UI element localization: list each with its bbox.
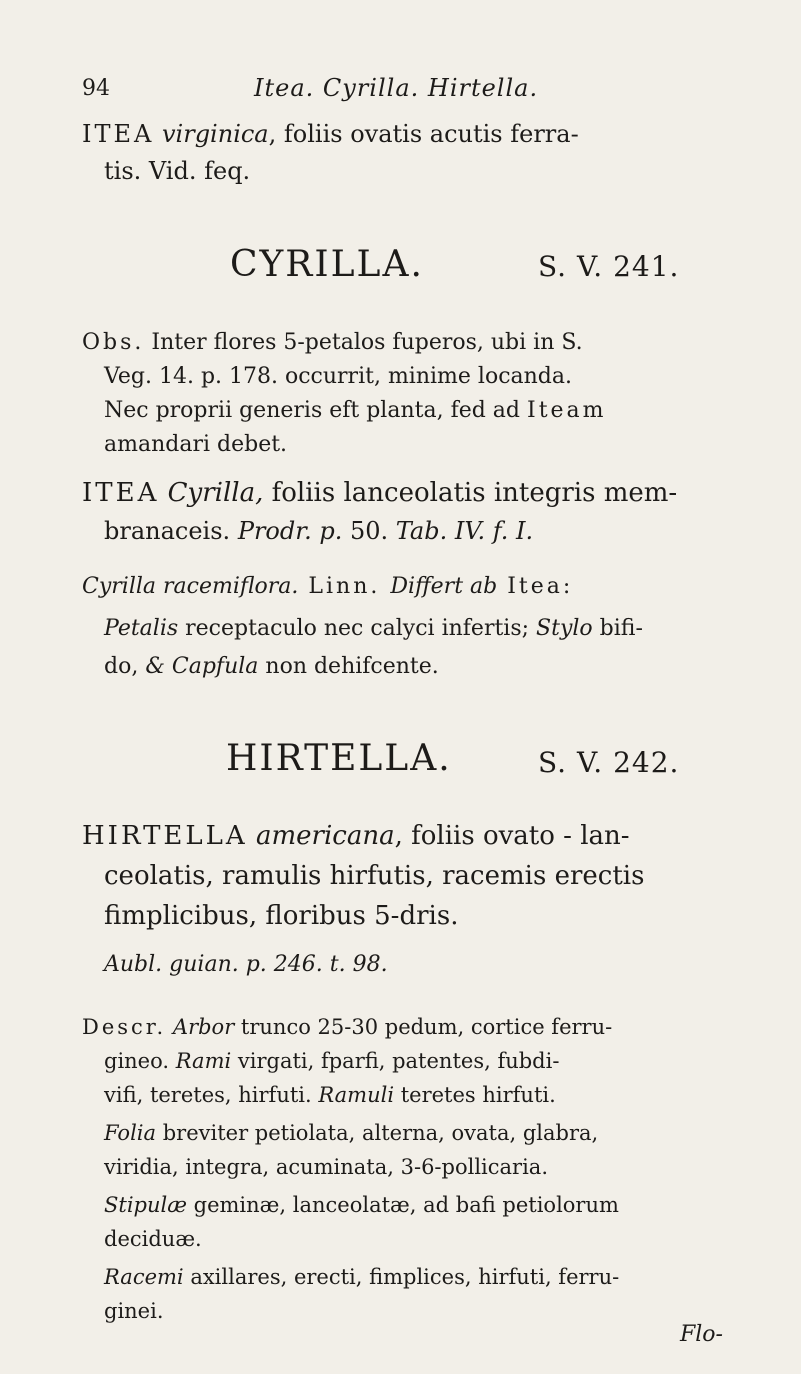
obs-text: amandari debet. (104, 432, 288, 457)
reference-aublet (82, 946, 742, 983)
entry-itea-cyrilla (82, 474, 742, 550)
entry-line (82, 116, 742, 153)
obs-text: Nec proprii generis eft planta, fed ad (104, 398, 527, 423)
author-linn: Linn. (298, 574, 391, 599)
obs-text: Inter flores 5-petalos fuperos, ubi in S. (144, 330, 583, 355)
catchword: Flo- (680, 1322, 723, 1347)
obs-label: Obs. (82, 330, 145, 355)
observation-paragraph (82, 326, 742, 462)
reference-text: Aubl. guian. p. 246. t. 98. (104, 952, 388, 977)
descr-label: Descr. (82, 1015, 167, 1039)
synonym-text: bifi- (592, 616, 643, 641)
genus-heading-cyrilla: CYRILLA. (230, 244, 424, 285)
descr-text: vifi, teretes, hirfuti. (104, 1083, 319, 1107)
term-folia: Folia (104, 1121, 157, 1145)
term-stylo: Stylo (536, 616, 593, 641)
descr-text: deciduæ. (104, 1227, 202, 1251)
species-name: Cyrilla, (167, 478, 264, 508)
description-paragraph (82, 1010, 742, 1328)
synonym-paragraph (82, 568, 742, 686)
entry-text: fimplicibus, floribus 5-dris. (104, 901, 459, 931)
term-stipulae: Stipulæ (104, 1193, 187, 1217)
genus-name: HIRTELLA (82, 821, 248, 851)
term-petalis: Petalis (104, 616, 179, 641)
synonym-name: Cyrilla racemiflora. (82, 574, 299, 599)
synonym-text: receptaculo nec calyci infertis; (178, 616, 537, 641)
entry-text: branaceis. (104, 517, 238, 545)
descr-text: breviter petiolata, alterna, ovata, glabra, (156, 1121, 599, 1145)
entry-text: foliis lanceolatis integris mem- (263, 478, 678, 508)
entry-text: ceolatis, ramulis hirfutis, racemis erectis (104, 861, 645, 891)
genus-reference-itea: Itea: (497, 574, 574, 599)
descr-text: trunco 25-30 pedum, cortice ferru- (234, 1015, 613, 1039)
species-name: americana (255, 821, 395, 851)
term-arbor: Arbor (172, 1015, 235, 1039)
term-rami: Rami (175, 1049, 232, 1073)
page-number: 94 (82, 76, 110, 101)
synonym-text: do, (104, 654, 146, 679)
term-ramuli: Ramuli (318, 1083, 395, 1107)
species-name: virginica (161, 120, 269, 148)
term-capfula: & Capfula (145, 654, 259, 679)
differt-text: Differt ab (390, 574, 498, 599)
entry-line: tis. Vid. feq. (104, 157, 251, 185)
descr-text: viridia, integra, acuminata, 3-6-pollicaria. (104, 1155, 548, 1179)
descr-text: ginei. (104, 1299, 164, 1323)
genus-name: ITEA (82, 120, 155, 148)
descr-text: virgati, fparfi, patentes, fubdi- (231, 1049, 560, 1073)
genus-heading-hirtella: HIRTELLA. (226, 738, 452, 779)
page-header (82, 76, 722, 110)
running-title: Itea. Cyrilla. Hirtella. (254, 74, 539, 102)
descr-text: axillares, erecti, fimplices, hirfuti, ferru- (183, 1265, 620, 1289)
entry-text: , foliis ovatis acutis ferra- (268, 120, 579, 148)
synonym-text: non dehifcente. (258, 654, 439, 679)
descr-text: geminæ, lanceolatæ, ad bafi petiolorum (186, 1193, 619, 1217)
reference-prodr: Prodr. p. (237, 517, 343, 545)
reference-tab: Tab. IV. f. I. (395, 517, 534, 545)
genus-reference-iteam: Iteam (527, 398, 607, 423)
entry-text: , foliis ovato - lan- (394, 821, 630, 851)
genus-name: ITEA (82, 478, 160, 508)
descr-text: gineo. (104, 1049, 176, 1073)
term-racemi: Racemi (104, 1265, 184, 1289)
genus-reference: S. V. 241. (538, 250, 680, 283)
descr-text: teretes hirfuti. (394, 1083, 556, 1107)
entry-hirtella-americana (82, 816, 742, 936)
obs-text: Veg. 14. p. 178. occurrit, minime locanda. (104, 364, 572, 389)
entry-itea-virginica (82, 116, 742, 190)
reference-page: 50. (342, 517, 396, 545)
genus-reference: S. V. 242. (538, 746, 680, 779)
